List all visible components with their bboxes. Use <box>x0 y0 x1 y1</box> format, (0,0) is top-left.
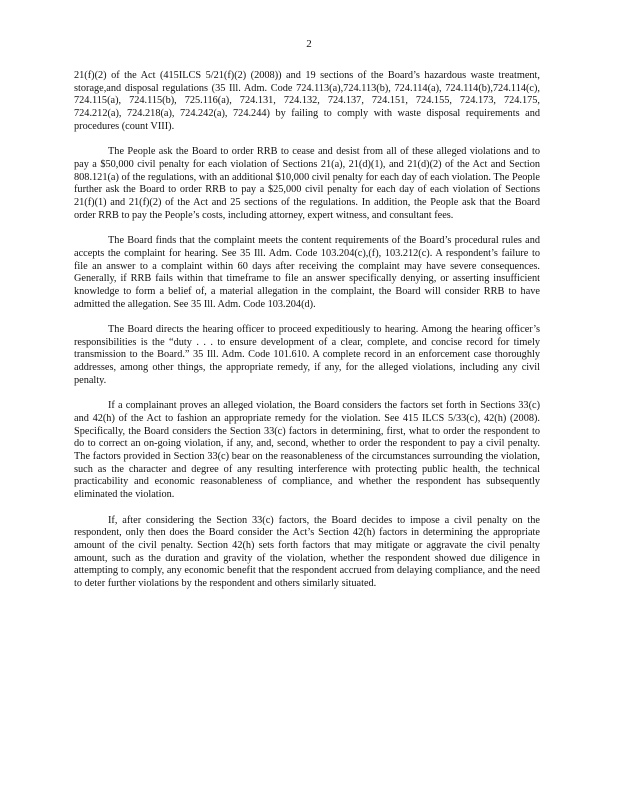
page-number: 2 <box>306 38 312 50</box>
paragraph-gap <box>74 311 540 324</box>
paragraph-gap <box>74 222 540 235</box>
document-body <box>74 70 540 591</box>
paragraph-section-33c: If a complainant proves an alleged violation, the Board considers the factors set forth in Sections 33(c) and 42(h) of the Act to fashion an appropriate remedy for the violation. See 415 ILCS 5/33(c), 42(h) (2008). Specifically, the Board considers the Section 33(c) factors in determining, first, what to order the respondent to do to correct an on-going violation, if any, and, second, whether to order the respondent to pay a civil penalty. The factors provided in Section 33(c) bear on the reasonableness of the circumstances surrounding the violation, such as the character and degree of any resulting interference with protecting public health, the technical practicability and economic reasonableness of compliance, and whether the respondent has subsequently eliminated the violation. <box>74 400 540 501</box>
paragraph-gap <box>74 388 540 401</box>
paragraph-gap <box>74 134 540 147</box>
paragraph-relief-requested: The People ask the Board to order RRB to cease and desist from all of these alleged violations and to pay a $50,000 civil penalty for each violation of Sections 21(a), 21(d)(1), and 21(d)(2) of the Act and Section 808.121(a) of the regulations, with an additional $10,000 civil penalty for each day of each violation. The People further ask the Board to order RRB to pay a $25,000 civil penalty for each day of each violation of Sections 21(f)(1) and 21(f)(2) of the Act and 25 sections of the regulations. In addition, the People ask that the Board order RRB to pay the People’s costs, including attorney, expert witness, and consultant fees. <box>74 146 540 221</box>
paragraph-gap <box>74 502 540 515</box>
paragraph-complaint-accepted: The Board finds that the complaint meets the content requirements of the Board’s procedural rules and accepts the complaint for hearing. See 35 Ill. Adm. Code 103.204(c),(f), 103.212(c). A respondent’s failure to file an answer to a complaint within 60 days after receiving the complaint may have severe consequences. Generally, if RRB fails within that timeframe to file an answer specifically denying, or asserting insufficient knowledge to form a belief of, a material allegation in the complaint, the Board will consider RRB to have admitted the allegation. See 35 Ill. Adm. Code 103.204(d). <box>74 235 540 310</box>
paragraph-section-42h: If, after considering the Section 33(c) factors, the Board decides to impose a civil penalty on the respondent, only then does the Board consider the Act’s Section 42(h) factors in determining the appropriate amount of the civil penalty. Section 42(h) sets forth factors that may mitigate or aggravate the civil penalty amount, such as the duration and gravity of the violation, whether the respondent showed due diligence in attempting to comply, any economic benefit that the respondent accrued from delaying compliance, and the need to deter further violations by the respondent and others similarly situated. <box>74 514 540 590</box>
paragraph-count-viii-continuation: 21(f)(2) of the Act (415ILCS 5/21(f)(2) (2008)) and 19 sections of the Board’s hazardous waste treatment, storage,and disposal regulations (35 Ill. Adm. Code 724.113(a),724.113(b), 724.114(a), 724.114(b),724.114(c), 724.115(a), 724.115(b), 725.116(a), 724.131, 724.132, 724.137, 724.151, 724.155, 724.173, 724.175, 724.212(a), 724.218(a), 724.242(a), 724.244) by failing to comply with waste disposal requirements and procedures (count VIII). <box>74 70 540 132</box>
paragraph-hearing-officer: The Board directs the hearing officer to proceed expeditiously to hearing. Among the hearing officer’s responsibilities is the “duty . . . to ensure development of a clear, complete, and concise record for timely transmission to the Board.” 35 Ill. Adm. Code 101.610. A complete record in an enforcement case thoroughly addresses, among other things, the appropriate remedy, if any, for the alleged violations, including any civil penalty. <box>74 324 540 386</box>
